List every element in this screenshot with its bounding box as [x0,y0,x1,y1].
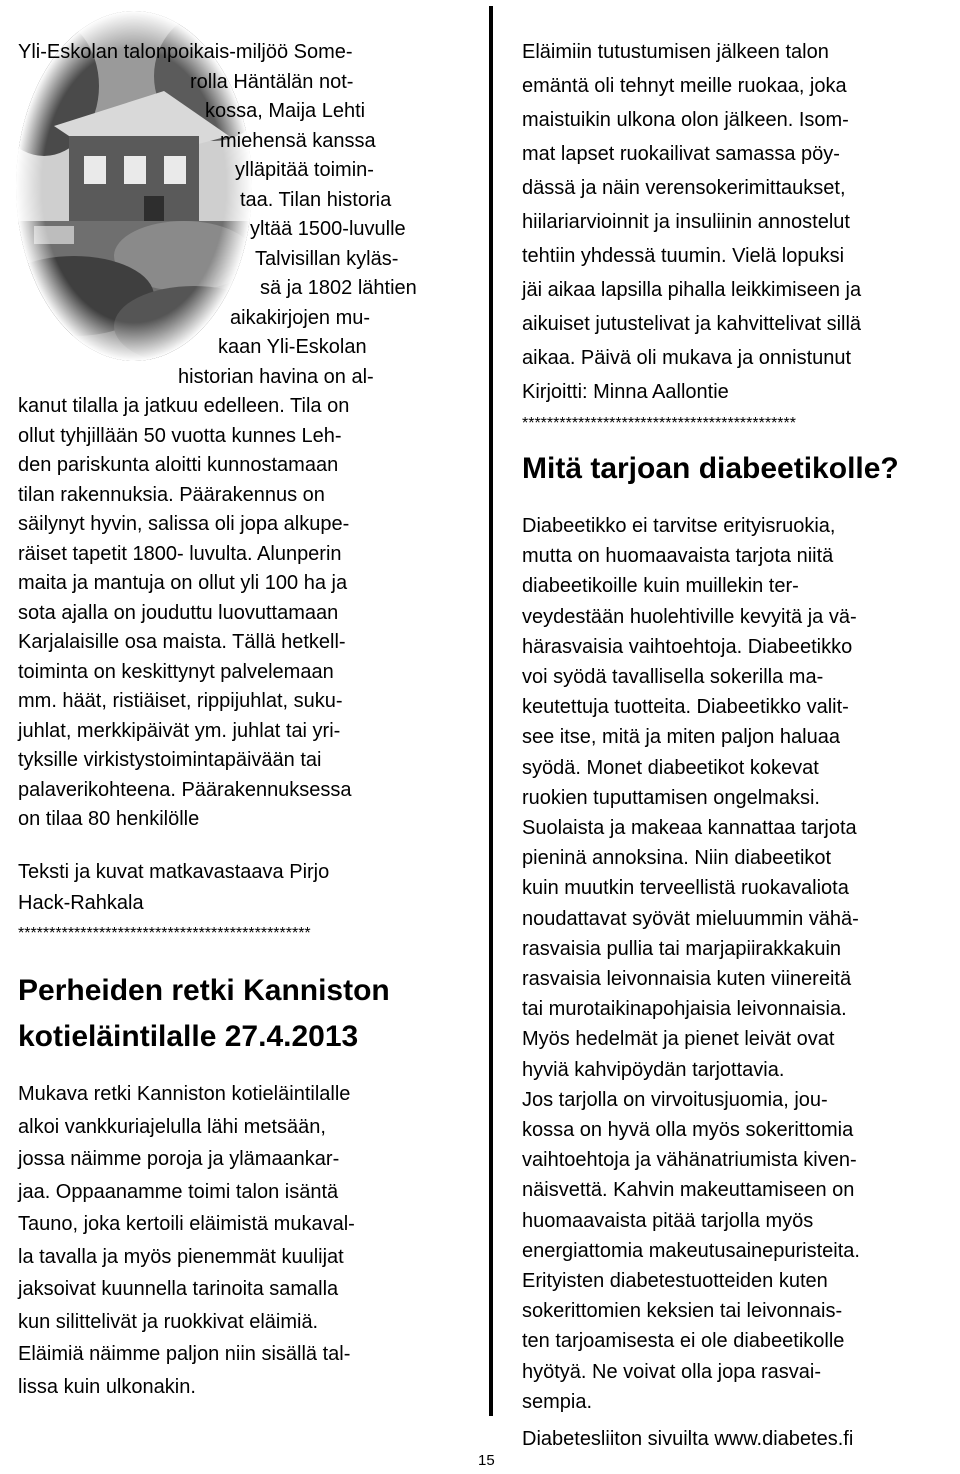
right-intro-line: jäi aikaa lapsilla pihalla leikkimiseen ja [522,279,862,301]
right-body-line: Erityisten diabetestuotteiden kuten [522,1270,828,1292]
left-intro-line: toiminta on keskittynyt palvelemaan [18,660,334,683]
right-body-line: rasvaisia leivonnaisia kuten viinereitä [522,968,852,990]
right-body-line: hyviä kahvipöydän tarjottavia. [522,1058,785,1081]
left-intro-line: sä ja 1802 lähtien [260,277,417,299]
left-intro-line: den pariskunta aloitti kunnostamaan [18,454,339,476]
trip-text-line: jossa näimme poroja ja ylämaankar- [18,1148,340,1170]
left-intro-line: juhlat, merkkipäivät ym. juhlat tai yri- [18,719,341,742]
left-intro-line: tyksille virkistystoimintapäivään tai [18,749,322,771]
left-intro-line: maita ja mantuja on ollut yli 100 ha ja [18,572,348,594]
left-intro-line: Talvisillan kyläs- [255,247,399,270]
right-body-line: energiattomia makeutusainepuristeita. [522,1239,860,1262]
diabetes-link-text: Diabetesliiton sivuilta www.diabetes.fi [522,1428,854,1450]
left-intro-line: kanut tilalla ja jatkuu edelleen. Tila on [18,395,350,417]
right-intro-line: maistuikin ulkona olon jälkeen. Isom- [522,109,849,131]
right-body-line: diabeetikoille kuin muillekin ter- [522,575,799,598]
left-intro-line: on tilaa 80 henkilölle [18,808,200,830]
left-intro-line: miehensä kanssa [220,129,376,152]
left-intro-line: palaverikohteena. Päärakennuksessa [18,778,352,801]
left-intro-line: ollut tyhjillään 50 vuotta kunnes Leh- [18,424,342,447]
right-body-line: sempia. [522,1390,593,1413]
section-heading: Perheiden retki Kanniston [18,974,390,1007]
right-intro-line: hiilariarvioinnit ja insuliinin annostelut [522,211,850,233]
right-body-line: näisvettä. Kahvin makeuttamiseen on [522,1179,855,1202]
right-intro-line: Eläimiin tutustumisen jälkeen talon [522,41,829,63]
left-intro-line: kaan Yli-Eskolan [218,336,367,358]
section-heading: Mitä tarjoan diabeetikolle? [522,452,899,485]
right-body-line: noudattavat syövät mieluummin vähä- [522,907,859,930]
right-body-line: sokerittomien keksien tai leivonnais- [522,1300,843,1323]
right-intro-line: mat lapset ruokailivat samassa pöy- [522,143,840,165]
separator-stars: ******************************************** [522,415,796,432]
right-intro-line: tehtiin yhdessä tuumin. Vielä lopuksi [522,245,845,267]
right-body-line: ten tarjoamisesta ei ole diabeetikolle [522,1330,845,1353]
trip-text-line: lissa kuin ulkonakin. [18,1375,196,1398]
page-number: 15 [478,1452,495,1469]
right-body-line: mutta on huomaavaista tarjota niitä [522,545,834,568]
left-intro-line: aikakirjojen mu- [230,306,371,329]
trip-text-line: kun silittelivät ja ruokkivat eläimiä. [18,1310,319,1333]
right-body-line: veydestään huolehtiville kevyitä ja vä- [522,605,857,628]
trip-text-line: jaa. Oppaanamme toimi talon isäntä [18,1180,339,1203]
trip-text-line: Tauno, joka kertoili eläimistä mukaval- [18,1213,355,1235]
right-body-line: Jos tarjolla on virvoitusjuomia, jou- [522,1088,828,1111]
right-body-line: pieninä annoksina. Niin diabeetikot [522,847,832,870]
right-body-line: Myös hedelmät ja pienet leivät ovat [522,1028,835,1051]
right-body-line: Diabeetikko ei tarvitse erityisruokia, [522,515,836,537]
left-intro-line: tilan rakennuksia. Päärakennus on [18,483,325,506]
column-divider [489,6,493,1416]
left-intro-line: Yli-Eskolan talonpoikais-miljöö Some- [18,41,353,63]
right-body-line: tai murotaikinapohjaisia leivonnaisia. [522,998,847,1021]
right-body-line: Suolaista ja makeaa kannattaa tarjota [522,817,857,839]
right-body-line: hyötyä. Ne voivat olla jopa rasvai- [522,1360,822,1383]
left-intro-line: historian havina on al- [178,365,374,388]
left-intro-line: taa. Tilan historia [240,188,392,211]
left-intro-line: räiset tapetit 1800- luvulta. Alunperin [18,542,342,565]
trip-text-line: la tavalla ja myös pienemmät kuulijat [18,1245,344,1268]
trip-text-line: Eläimiä näimme paljon niin sisällä tal- [18,1343,351,1365]
right-intro-line: aikaa. Päivä oli mukava ja onnistunut [522,347,852,369]
credit-line: Hack-Rahkala [18,892,144,914]
right-body-line: kuin muutkin terveellistä ruokavaliota [522,877,849,900]
right-body-line: rasvaisia pullia tai marjapiirakkakuin [522,937,842,960]
right-body-line: syödä. Monet diabeetikot kokevat [522,756,819,779]
left-intro-line: säilynyt hyvin, salissa oli jopa alkupe- [18,513,350,535]
left-intro-line: yltää 1500-luvulle [250,218,406,240]
right-intro-line: emäntä oli tehnyt meille ruokaa, joka [522,75,847,97]
right-body-line: huomaavaista pitää tarjolla myös [522,1209,814,1232]
trip-text-line: alkoi vankkuriajelulla lähi metsään, [18,1115,326,1138]
right-body-line: härasvaisia vaihtoehtoja. Diabeetikko [522,635,853,658]
right-body-line: see itse, mitä ja miten paljon haluaa [522,726,840,749]
right-intro-line: dässä ja näin verensokerimittaukset, [522,177,846,199]
right-intro-line: Kirjoitti: Minna Aallontie [522,381,729,403]
left-intro-line: ylläpitää toimin- [235,159,374,181]
trip-text-line: Mukava retki Kanniston kotieläintilalle [18,1083,351,1105]
left-intro-line: kossa, Maija Lehti [205,100,366,122]
right-body-line: voi syödä tavallisella sokerilla ma- [522,666,824,688]
right-body-line: vaihtoehtoja ja vähänatriumista kiven- [522,1149,857,1172]
section-heading: kotieläintilalle 27.4.2013 [18,1020,359,1053]
right-body-line: kossa on hyvä olla myös sokerittomia [522,1119,854,1141]
left-intro-line: sota ajalla on jouduttu luovuttamaan [18,601,339,624]
credit-line: Teksti ja kuvat matkavastaava Pirjo [18,861,330,883]
right-intro-line: aikuiset jutustelivat ja kahvittelivat sillä [522,313,862,335]
left-intro-line: mm. häät, ristiäiset, rippijuhlat, suku- [18,690,343,712]
right-body-line: ruokien tuputtamisen ongelmaksi. [522,786,820,809]
separator-stars: *********************************************** [18,925,311,942]
left-intro-line: rolla Häntälän not- [190,70,354,93]
left-intro-line: Karjalaisille osa maista. Tällä hetkell- [18,631,346,653]
trip-text-line: jaksoivat kuunnella tarinoita samalla [18,1278,339,1300]
right-body-line: keutettuja tuotteita. Diabeetikko valit- [522,696,849,719]
